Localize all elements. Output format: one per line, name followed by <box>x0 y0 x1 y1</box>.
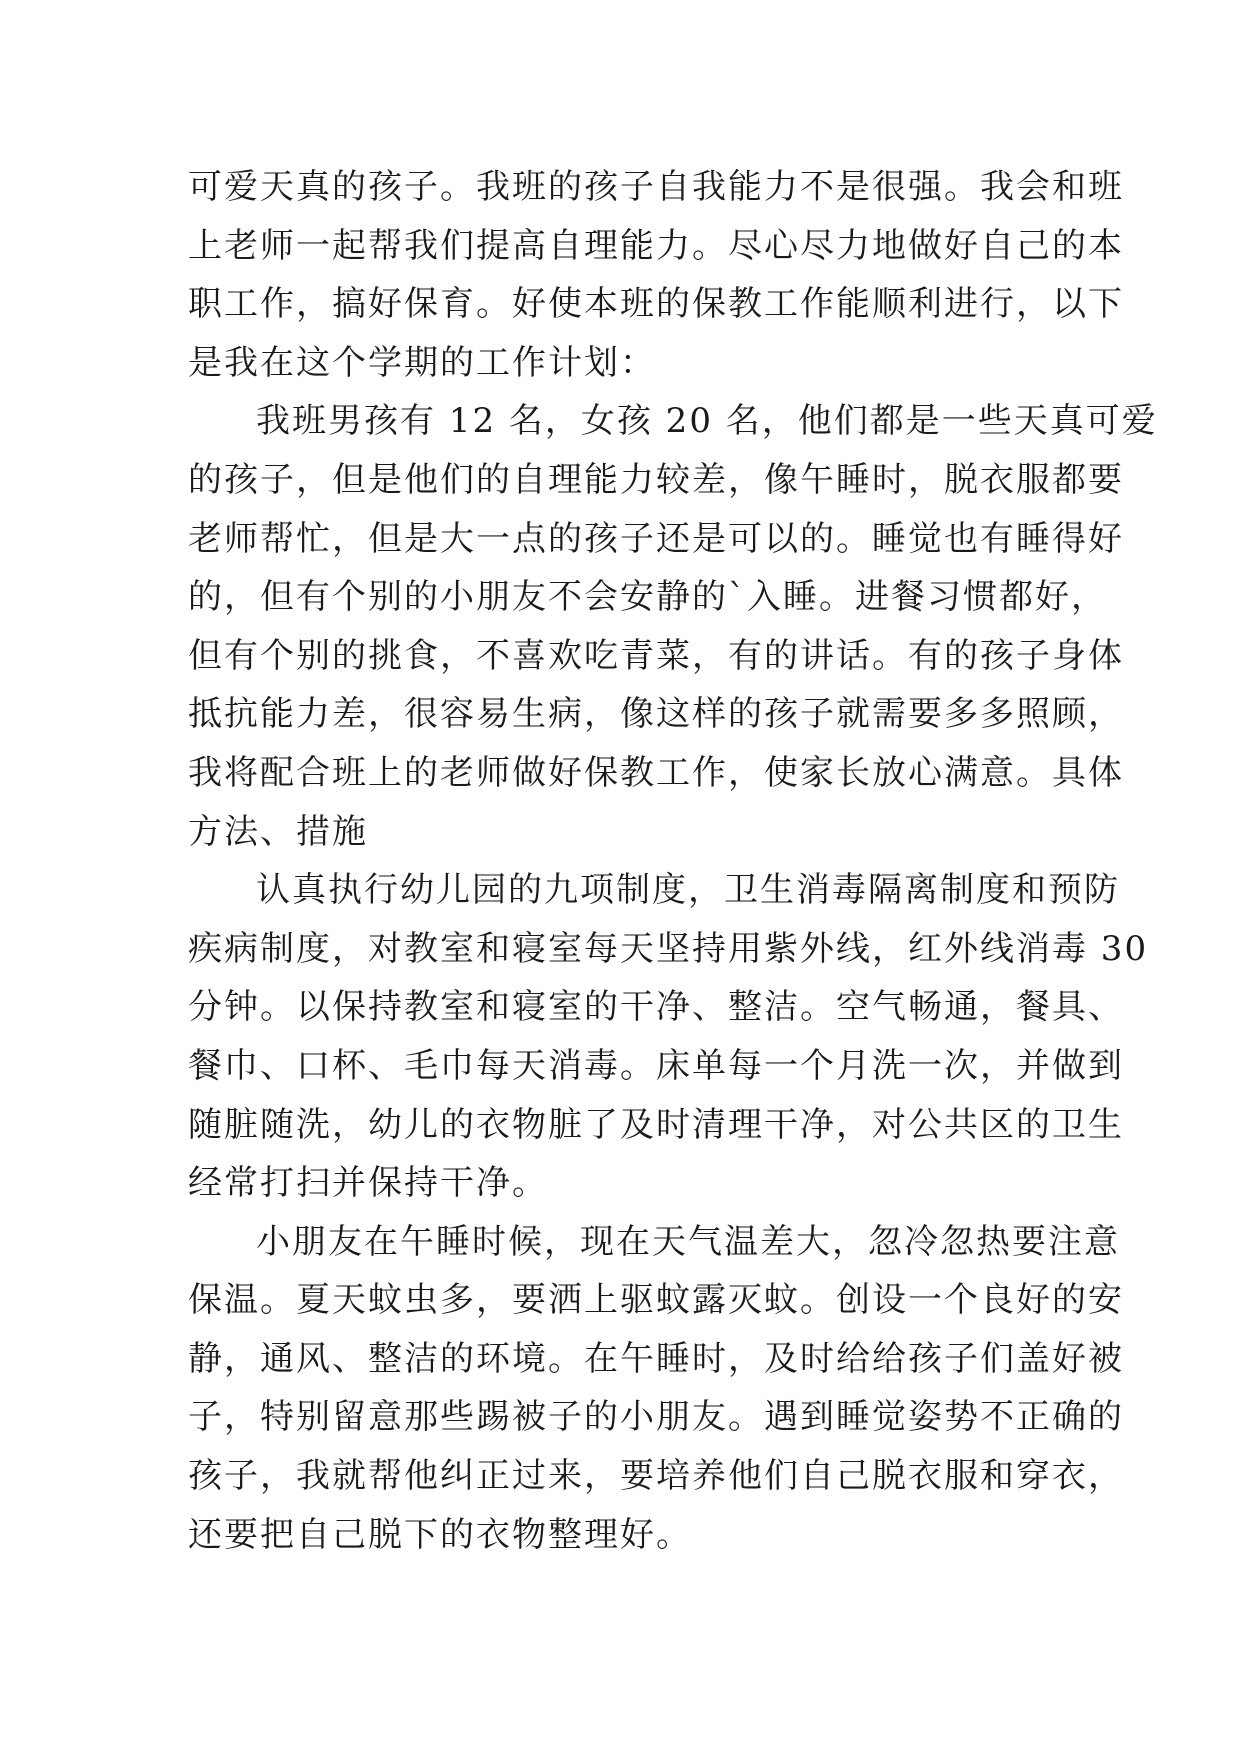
text-line: 还要把自己脱下的衣物整理好。 <box>188 1514 692 1555</box>
text-line: 方法、措施 <box>188 811 368 852</box>
text-line: 上老师一起帮我们提高自理能力。尽心尽力地做好自己的本 <box>188 225 1124 266</box>
paragraph-hygiene <box>188 861 1149 1213</box>
text-line: 的孩子，但是他们的自理能力较差，像午睡时，脱衣服都要 <box>188 459 1124 500</box>
text-line: 可爱天真的孩子。我班的孩子自我能力不是很强。我会和班 <box>188 167 1124 207</box>
text-line: 疾病制度，对教室和寝室每天坚持用紫外线，红外线消毒 30 <box>188 928 1149 969</box>
text-line: 抵抗能力差，很容易生病，像这样的孩子就需要多多照顾， <box>188 694 1124 735</box>
text-line: 职工作，搞好保育。好使本班的保教工作能顺利进行，以下 <box>188 284 1124 325</box>
text-line: 老师帮忙，但是大一点的孩子还是可以的。睡觉也有睡得好 <box>188 518 1124 559</box>
paragraph-class-situation <box>188 392 1158 861</box>
text-line: 的，但有个别的小朋友不会安静的`入睡。进餐习惯都好， <box>188 577 1107 618</box>
text-line: 但有个别的挑食，不喜欢吃青菜，有的讲话。有的孩子身体 <box>188 635 1124 676</box>
text-line: 保温。夏天蚊虫多，要洒上驱蚊露灭蚊。创设一个良好的安 <box>188 1280 1124 1321</box>
text-line: 子，特别留意那些踢被子的小朋友。遇到睡觉姿势不正确的 <box>188 1397 1124 1438</box>
text-line: 是我在这个学期的工作计划： <box>188 342 656 383</box>
text-line: 我班男孩有 12 名，女孩 20 名，他们都是一些天真可爱 <box>256 401 1158 442</box>
paragraph-nap-care <box>188 1213 1124 1565</box>
document-body <box>188 158 1158 1564</box>
text-line: 分钟。以保持教室和寝室的干净、整洁。空气畅通，餐具、 <box>188 987 1124 1028</box>
text-line: 认真执行幼儿园的九项制度，卫生消毒隔离制度和预防 <box>256 870 1120 911</box>
text-line: 小朋友在午睡时候，现在天气温差大，忽冷忽热要注意 <box>256 1221 1120 1262</box>
text-line: 静，通风、整洁的环境。在午睡时，及时给给孩子们盖好被 <box>188 1338 1124 1379</box>
text-line: 孩子，我就帮他纠正过来，要培养他们自己脱衣服和穿衣， <box>188 1456 1124 1497</box>
paragraph-intro <box>188 158 1124 392</box>
text-line: 餐巾、口杯、毛巾每天消毒。床单每一个月洗一次，并做到 <box>188 1045 1124 1086</box>
text-line: 随脏随洗，幼儿的衣物脏了及时清理干净，对公共区的卫生 <box>188 1104 1124 1145</box>
text-line: 经常打扫并保持干净。 <box>188 1163 548 1204</box>
text-line: 我将配合班上的老师做好保教工作，使家长放心满意。具体 <box>188 752 1124 793</box>
